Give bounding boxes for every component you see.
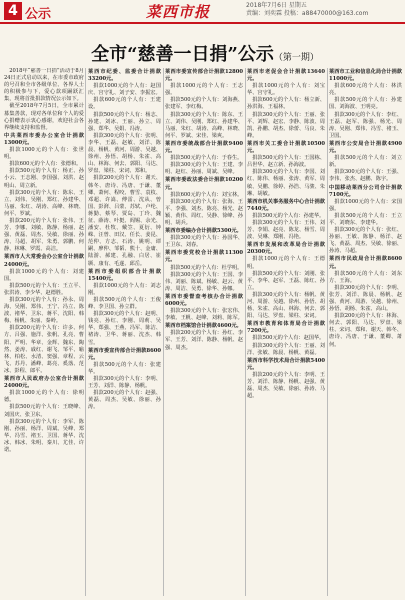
donor-unit-heading: 莱西市档案馆合计捐款4600元。 [165, 323, 242, 330]
donor-list-paragraph: 捐款300元的个人有：王伟、刘芳、李娟、赵亮、陈龙、杨雪、周波、吴琳、郑刚、冯艳。 [247, 219, 325, 241]
donor-list-paragraph: 捐款500元的个人有：王立平、张洪涛、李少华、赵德胜。 [4, 282, 84, 296]
donor-list-paragraph: 捐款1000元的个人有：宋国强。 [329, 198, 402, 212]
title-issue: （第一期） [273, 53, 319, 63]
donor-unit-heading: 莱西市工业和信息化局合计捐款11000元。 [329, 69, 402, 83]
donor-list-paragraph: 捐款300元的个人有：李明、张芳、刘洋、陈晨、杨帆、赵强、黄河、周游、吴越、徐州、孙悟、胡杨、朱雀、高山。 [329, 284, 402, 313]
donor-unit-heading: 莱西市委政法委合计捐款10200元。 [165, 177, 243, 191]
donor-list-paragraph: 捐款500元的个人有：王晓峰、刘国庆、张卫东。 [4, 404, 84, 418]
donor-unit-heading: 莱西市科学技术局合计捐款5400元。 [247, 357, 325, 371]
donor-list-paragraph: 捐款1000元的个人有：刘建国。 [4, 268, 84, 282]
donor-unit-heading: 莱西市委宣传部合计捐款12800元。 [165, 69, 243, 83]
text-column-2 [88, 68, 161, 598]
donor-list-paragraph: 捐款500元的个人有：刘立新。 [329, 155, 402, 169]
donor-list-paragraph: 捐款300元的个人有：张明、李华、王磊、赵敏、刘洋、陈晨、杨帆、黄河、周游、吴越、徐州、孙悟、胡杨、朱雀、高山、林海、何去、郭阳、马达、罗盘、梁柱、宋词、郑和。 [88, 132, 161, 175]
donor-list-paragraph: 捐款300元的个人有：孙国华、王卫东、刘春。 [165, 235, 243, 249]
donor-unit-heading: 莱西市老促会合计捐款13640元。 [247, 69, 325, 83]
donor-unit-heading: 中国移动莱西分公司合计捐款7100元。 [329, 184, 402, 198]
donor-list-paragraph: 捐款500元的个人有：张建华。 [88, 361, 161, 375]
header-meta [246, 2, 368, 18]
donor-list-paragraph: 捐款500元的个人有：王国栋、吕世华、赵立新、孙海波。 [247, 155, 325, 169]
column-divider [327, 68, 328, 596]
donor-list-paragraph: 捐款200元的个人有：李明、王芳、刘洋、陈静、杨帆、赵强、黄磊、周杰、吴敏、徐丽、孙涛、马超。 [247, 371, 325, 400]
donor-list-paragraph: 捐款200元的个人有：孙红、李军、王芳、刘洋、陈静、杨帆、赵强、周杰。 [165, 330, 243, 351]
column-divider [163, 68, 164, 596]
donor-list-paragraph: 捐款200元的个人有：张伟、王芳、李娜、刘敏、陈静、杨丽、赵强、黄磊、周杰、吴敏、徐丽、孙涛、马超、胡军、朱勇、郭鹏、何静、林琳、罗霞、高洁。 [4, 217, 84, 253]
text-column-1 [4, 68, 84, 598]
donor-list-paragraph: 捐款600元的个人有：张德和。 [9, 161, 82, 168]
donor-list-paragraph: 捐款600元的个人有：林洪亮。 [329, 83, 402, 97]
donor-list-paragraph: 捐款500元的个人有：刘海燕、张建军、李红梅。 [165, 97, 243, 111]
page-header [0, 0, 405, 22]
donor-unit-heading: 中共莱西市委办公室合计捐款13000元。 [4, 132, 84, 146]
donor-list-paragraph: 捐款1000元的个人有：刘宝华、宫守礼。 [247, 83, 325, 97]
donor-list-paragraph: 捐款300元的个人有：陈东、王立、刘伟、吴刚、郑红、孙建华、马丽、朱红、胡涛、高峰、林晓、何平、罗斌、宋佳、梁爽。 [165, 111, 243, 139]
donor-list-paragraph: 捐款300元的个人有：王强、李伟、张杰、赵鹏、陈宇。 [329, 169, 402, 183]
donor-list-paragraph: 捐款300元的个人有：王丽、刘洋、张敏、陈晨、杨帆、黄磊。 [247, 342, 325, 356]
donor-list-paragraph: 2018年“慈善一日捐”活动于8月24日正式启动以来，在市委市政府的号召和全市各级单位、各界人士的积极参与下，爱心款项踊跃汇集，现将首批捐款情况公示如下。 [4, 68, 84, 103]
donor-unit-heading: 莱西市纪委、监委合计捐款33200元。 [88, 69, 161, 83]
donor-list-paragraph: 捐款300元的个人有：孙永、周海、吴刚、郑伟、王宁、冯立、陈波、褚华、卫东、蒋平、沈阳、韩梅、杨帆、朱丽、秦岭。 [4, 297, 84, 325]
editor-info: 责编：刘奕霖 投稿：a88470000@163.com [246, 10, 369, 17]
donor-list-paragraph: 捐款1000元的个人有：张世明。 [4, 147, 84, 161]
donor-list-paragraph: 捐款500元的个人有：刘刚、张平、李华、赵军、王磊、陈红、孙立。 [247, 270, 325, 291]
donor-unit-heading: 莱西市委编办合计捐款5300元。 [165, 228, 242, 235]
donor-list-paragraph: 捐款300元的个人有：张宏伟、李敏、王帆、赵峰、刘莉、陈军。 [165, 308, 243, 322]
donor-list-paragraph: 捐款500元的个人有：王俊峰、李卫国、孙立群。 [88, 297, 161, 311]
donor-unit-heading: 莱西市发展和改革局合计捐款20300元。 [247, 242, 325, 256]
donor-list-paragraph: 捐款600元的个人有：刘宝林。 [170, 191, 243, 198]
donor-unit-heading: 莱西市民政局合计捐款8600元。 [329, 256, 402, 270]
column-divider [85, 68, 86, 596]
donor-list-paragraph: 捐款600元的个人有：杨立新、孙洪海、王福林。 [247, 97, 325, 111]
donor-unit-heading: 莱西市关工委合计捐款10500元。 [247, 140, 325, 155]
donor-list-paragraph: 捐款300元的个人有：赵明、钱亮、孙红、李刚、周莉、吴华、郑强、王燕、冯军、陈洁、褚涛、卫华、蒋丽、沈杰、韩雪。 [88, 311, 161, 346]
newspaper-masthead: 菜西市报 [146, 3, 211, 21]
donor-list-paragraph: 捐款500元的个人有：杨志、孙建、刘冰、王丽、孙立、周强、郑华、吴娟、冯涛。 [88, 111, 161, 132]
donor-list-paragraph: 捐款300元的个人有：李明、王芳、刘洋、陈静、杨帆。 [88, 376, 161, 390]
donor-list-paragraph: 捐款300元的个人有：王丽、张平、刘辉、赵宏、李静、陈波、周凯、孙鹏、胡杰、徐蕾、马良、朱峰。 [247, 111, 325, 139]
donor-list-paragraph: 捐款1000元的个人有：王志强。 [165, 83, 243, 97]
section-label: 公示 [25, 7, 52, 22]
donor-list-paragraph: 捐款500元的个人有：孙建华。 [252, 212, 325, 219]
donor-list-paragraph: 捐款300元的个人有：张海、王平、李强、刘杰、陈亮、杨光、赵颖、黄伟、周红、吴静、徐峰、孙明、胡兵。 [165, 198, 243, 226]
donor-list-paragraph: 捐款300元的个人有：李军、陈刚、孙丽、杨洋、周斌、吴峰、郑华、冯雪、褚玉、卫国、蒋华、沈冰、韩冰、朱明、秦川、尤佳、许诺。 [4, 418, 84, 453]
donor-list-paragraph: 捐款500元的个人有：孙建国、刘海波、王明亮。 [329, 97, 402, 111]
donor-list-paragraph: 捐款500元的个人有：于春生。 [170, 155, 243, 162]
donor-unit-heading: 莱西市委督查考核办合计捐款6000元。 [165, 293, 243, 307]
donor-list-paragraph: 捐款200元的个人有：许多、何方、吕强、施洋、张帆、孔亮、曹阳、严明、华章、金辉、魏东、陶然、姜涛、戚红、谢飞、邹平、喻林、柏松、水清、窦强、章程、云飞、苏丹、潘峰、葛亮、奚落、范冰、彭程、郎平。 [4, 325, 84, 374]
donor-list-paragraph: 截至2018年7月5日，全市累计募集善款，现对各单位和个人的爱心捐赠表示衷心感谢，欢迎社会各界继续支持和监督。 [4, 103, 84, 131]
donor-unit-heading: 莱西市公安局合计捐款4900元。 [329, 140, 402, 155]
donor-list-paragraph: 捐款200元的个人有：林海、何去、郭阳、马达、罗盘、梁柱、宋词、郑和、谢天、韩冬、唐诗、冯唐、于谦、董卿、萧何。 [329, 313, 402, 348]
donor-list-paragraph: 捐款500元的个人有：刘东方、王海。 [329, 270, 402, 284]
donor-list-paragraph: 捐款300元的个人有：李国、刘红、陈伟、杨丽、张涛、黄军、周敏、吴鹏、徐婷、孙浩、马骏、朱琳、胡敏。 [247, 169, 325, 197]
donor-unit-heading: 莱西市委统战部合计捐款9400元。 [165, 140, 243, 155]
donor-list-paragraph: 捐款1000元的个人有：王德明。 [247, 256, 325, 270]
page-number: 4 [4, 2, 22, 20]
text-column-3 [165, 68, 243, 598]
column-divider [245, 68, 246, 596]
donor-unit-heading: 莱西市委组织部合计捐款15400元。 [88, 268, 161, 282]
donor-list-paragraph: 捐款300元的个人有：陈东、王立、刘伟、吴刚、郑红、孙建华、马丽、朱红、胡涛、高峰、林晓、何平、罗斌。 [4, 189, 84, 217]
donor-list-paragraph: 捐款600元的个人有：王建设。 [88, 97, 161, 111]
issue-date: 2018年7月6日 星期五 [246, 2, 307, 9]
donor-list-paragraph: 捐款300元的个人有：杨帆、黄河、周游、吴越、徐州、孙悟、胡杨、朱雀、高山、林海、何去、郭阳、马达、罗盘、梁柱、宋词。 [247, 291, 325, 320]
donor-list-paragraph: 捐款1000元的个人有：赵国庆、宫守礼、刘子安、李振宏。 [88, 83, 161, 97]
donor-list-paragraph: 捐款1000元的个人有：徐明德。 [4, 390, 84, 404]
donor-list-paragraph: 捐款1000元的个人有：刘志刚。 [88, 282, 161, 296]
donor-list-paragraph: 捐款500元的个人有：赵国华。 [252, 335, 325, 342]
donor-list-paragraph: 捐款300元的个人有：李红、王磊、赵军、陈强、杨光、周涛、吴刚、郑伟、冯雪、褚玉、卫国。 [329, 111, 402, 139]
text-column-5 [329, 68, 402, 598]
donor-list-paragraph: 捐款300元的个人有：张红、孙丽、王敏、陈静、杨洋、赵飞、黄磊、周杰、吴敏、徐丽、孙涛、马超。 [329, 227, 402, 255]
donor-unit-heading: 莱西市机关事务服务中心合计捐款7440元。 [247, 198, 325, 212]
donor-list-paragraph: 捐款300元的个人有：王建、李明、赵红、孙丽、周斌、吴峰。 [165, 162, 243, 176]
donor-unit-heading: 莱西市委党校合计捐款11300元。 [165, 250, 243, 264]
article-title [90, 40, 320, 66]
donor-list-paragraph: 捐款200元的个人有：赵强、黄磊、周杰、吴敏、徐丽、孙涛。 [88, 390, 161, 411]
donor-unit-heading: 莱西市人大常委会办公室合计捐款24000元。 [4, 254, 84, 268]
donor-list-paragraph: 捐款500元的个人有：杜学明。 [170, 264, 243, 271]
donor-unit-heading: 莱西市教育和体育局合计捐款7200元。 [247, 321, 325, 335]
header-rule [0, 22, 405, 24]
title-main: 全市“慈善一日捐”公示 [91, 44, 274, 65]
text-column-4 [247, 68, 325, 598]
donor-list-paragraph: 捐款300元的个人有：王国、李伟、刘丽、陈斌、杨敏、赵云、黄涛、周洁、吴勇、徐华、孙娜。 [165, 271, 243, 292]
donor-list-paragraph: 捐款500元的个人有：王立平、刘晓东、李建华。 [329, 212, 402, 226]
donor-unit-heading: 莱西市委宣传部合计捐款8600元。 [88, 347, 161, 361]
donor-list-paragraph: 捐款200元的个人有：谢天、韩冬、唐诗、冯唐、于谦、董卿、萧何、程咬、曹雪、袁枚、邓超、许嵩、傅雷、沈从、曾国、彭湃、吕蒙、苏轼、卢纶、蒋勤、蔡琴、贾岛、丁玲、魏征、薛涛、叶挺、阎锡、余光、潘安、杜牧、戴笠、夏衍、钟嵘、汪曾、田汉、任长、姜昆、范仲、方志、石涛、姚明、谭嗣、廖仲、邹韬、熊十、金庸、陆游、郝建、孔融、白居、崔颢、康有、毛遂、邱岳。 [88, 175, 161, 267]
donor-unit-heading: 莱西市人民政府办公室合计捐款24000元。 [4, 376, 84, 390]
donor-list-paragraph: 捐款500元的个人有：杨正、孙小云、王志刚、李国强、刘洪、赵明山、周立新。 [4, 168, 84, 189]
